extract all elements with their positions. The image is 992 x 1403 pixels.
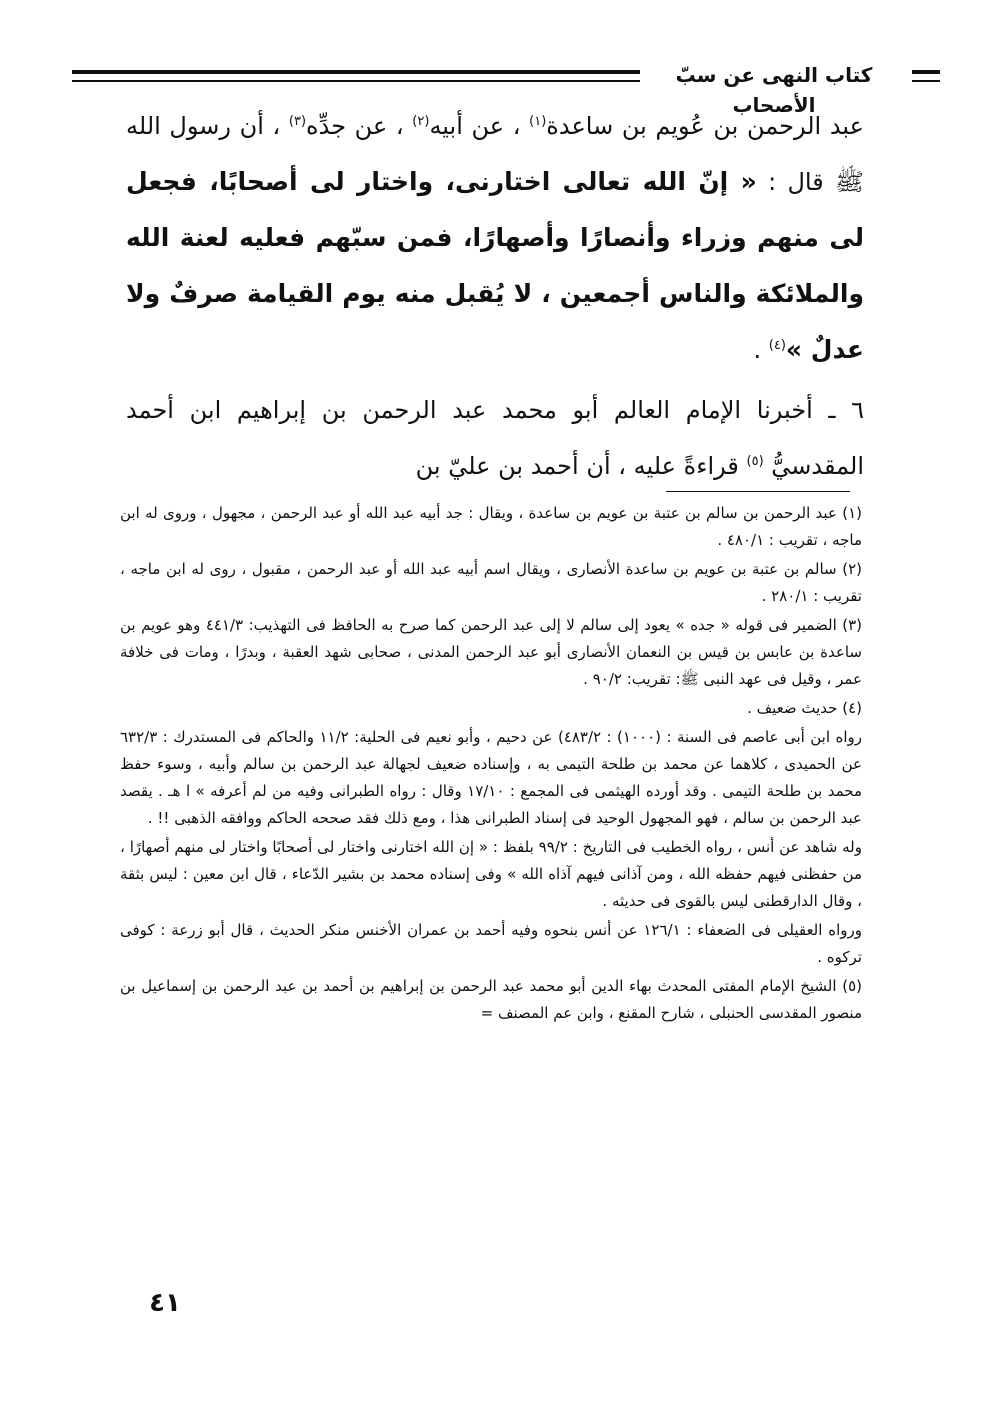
footnote-separator <box>666 491 850 492</box>
isnad-lead: عبد الرحمن بن عُويم بن ساعدة <box>546 112 864 140</box>
footnote-4: (٤) حديث ضعيف . <box>747 699 862 717</box>
hadith-end: . <box>753 336 762 364</box>
footnote-ref-3: (٣) <box>288 114 307 129</box>
header-rule-right <box>912 70 940 82</box>
footnotes <box>120 500 862 1029</box>
isnad-text-a: ، عن أبيه <box>429 112 521 140</box>
footnote-4-shahid: وله شاهد عن أنس ، رواه الخطيب فى التاريخ : ٩٩/٢ بلفظ : « إن الله اختارنى واختار لى أصحابًا واختار لى منهم أصهارًا ، من حفظنى فيهم حفظه الله ، ومن آذانى فيهم آذاه الله » وفى إسناده محمد بن بشير الدّعاء ، قال ابن معين : ليس بثقة ، وقال الدارقطنى ليس بالقوى فى حديثه . <box>120 838 862 910</box>
para-six-text-b: قراءةً عليه ، أن أحمد بن عليّ بن <box>415 452 739 480</box>
footnote-ref-1: (١) <box>529 114 547 129</box>
footnote-ref-5: (٥) <box>746 454 764 469</box>
footnote-4-uqayli: ورواه العقيلى فى الضعفاء : ١٢٦/١ عن أنس بنحوه وفيه أحمد بن عمران الأخنس منكر الحديث ، قال أبو زرعة : كوفى تركوه . <box>120 921 862 966</box>
running-header <box>72 60 940 117</box>
paragraph-six <box>126 382 864 494</box>
header-title: كتاب النهى عن سبّ الأصحاب <box>675 63 873 117</box>
footnote-ref-4: (٤) <box>768 338 786 353</box>
footnote-1: (١) عبد الرحمن بن سالم بن عتبة بن عويم بن ساعدة ، ويقال : جد أبيه عبد الله أو عبد الرحمن ، مجهول ، وروى له ابن ماجه ، تقريب : ٤٨٠/١ . <box>120 504 862 549</box>
hadith-text: « إنّ الله تعالى اختارنى، واختار لى أصحابًا، فجعل لى منهم وزراء وأنصارًا وأصهارًا، فمن سبّهم فعليه لعنة الله والملائكة والناس أجمعين ، لا يُقبل منه يوم القيامة صرفٌ ولا عدلٌ » <box>126 167 864 364</box>
page-number: ٤١ <box>149 1288 181 1318</box>
footnote-5: (٥) الشيخ الإمام المفتى المحدث بهاء الدين أبو محمد عبد الرحمن بن إبراهيم بن أحمد بن عبد الرحمن بن إسماعيل بن منصور المقدسى الحنبلى ، شارح المقنع ، وابن عم المصنف = <box>120 977 862 1022</box>
footnote-4-takhrij: رواه ابن أبى عاصم فى السنة : (١٠٠٠) : ٤٨٣/٢) عن دحيم ، وأبو نعيم فى الحلية: ١١/٢ والحاكم فى المستدرك : ٦٣٢/٣ عن الحميدى ، كلاهما عن محمد بن طلحة التيمى به ، وإسناده ضعيف لجهالة عبد الرحمن بن سالم وأبيه ، وسوء حفظ محمد بن طلحة التيمى . وقد أورده الهيثمى فى المجمع : ١٧/١٠ وقال : رواه الطبرانى وفيه من لم أعرفه » ا هـ . يقصد عبد الرحمن بن سالم ، فهو المجهول الوحيد فى إسناد الطبرانى هذا ، ومع ذلك فقد صححه الحاكم ووافقه الذهبى !! . <box>120 728 862 827</box>
isnad-text-b: ، عن جدِّه <box>306 112 404 140</box>
footnote-ref-2: (٢) <box>412 114 430 129</box>
header-rule-left <box>72 70 640 82</box>
footnote-3: (٣) الضمير فى قوله « جده » يعود إلى سالم لا إلى عبد الرحمن كما صرح به الحافظ فى التهذيب: ٤٤١/٣ وهو عويم بن ساعدة بن عابس بن قيس بن النعمان الأنصارى أبو عبد الرحمن المدنى ، صحابى شهد العقبة ، وبدرًا ، ومات فى خلافة عمر ، وقيل فى عهد النبى ﷺ: تقريب: ٩٠/٢ . <box>120 616 862 688</box>
paragraph-isnad <box>126 98 864 378</box>
main-text <box>126 98 864 494</box>
isnad-text-c: ، أن رسول الله ﷺ قال : <box>126 112 864 196</box>
para-six-text-a: ٦ ـ أخبرنا الإمام العالم أبو محمد عبد الرحمن بن إبراهيم ابن أحمد المقدسيُّ <box>126 396 864 480</box>
footnote-2: (٢) سالم بن عتبة بن عويم بن ساعدة الأنصارى ، ويقال اسم أبيه عبد الله أو عبد الرحمن ، مقبول ، روى له ابن ماجه ، تقريب : ٢٨٠/١ . <box>120 560 862 605</box>
